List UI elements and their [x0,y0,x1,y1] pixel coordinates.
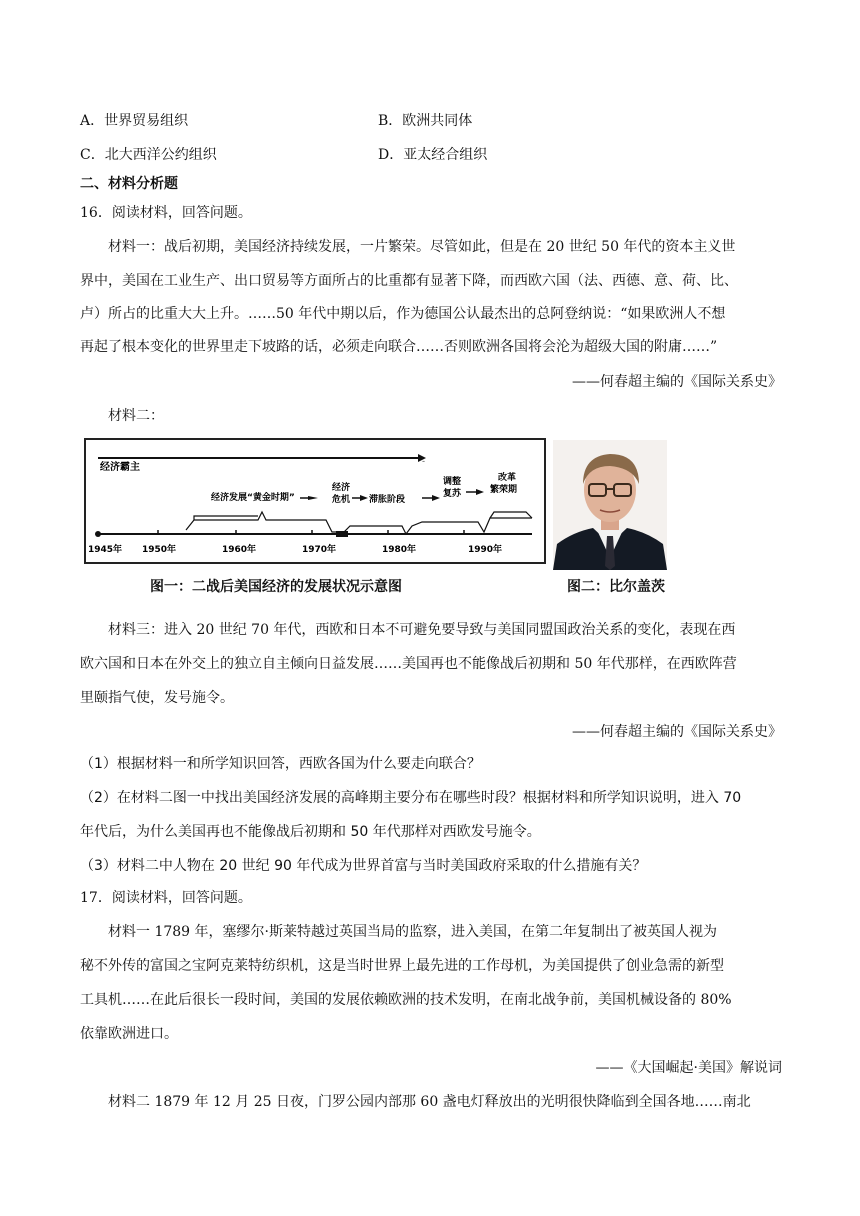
q16-m3-source: ——何春超主编的《国际关系史》 [572,724,782,740]
label-reform-2: 繁荣期 [490,485,518,495]
q16-m1-line: 界中，美国在工业生产、出口贸易等方面所占的比重都有显著下降，而西欧六国（法、西德、意、荷、比、 [80,273,738,289]
label-hegemony: 经济霸主 [100,462,140,473]
figure-economy-timeline [84,438,546,564]
figure1-caption: 图一：二战后美国经济的发展状况示意图 [150,579,402,595]
q17-m1-line: 秘不外传的富国之宝阿克莱特纺织机，这是当时世界上最先进的工作母机，为美国提供了创业急需的新型 [80,958,724,974]
q16-m3-line: 欧六国和日本在外交上的独立自主倾向日益发展……美国再也不能像战后初期和 50 年代那样，在西欧阵营 [80,656,737,672]
option-d: D．亚太经合组织 [378,147,488,163]
year-label: 1960年 [222,545,257,555]
label-adjust-2: 复苏 [443,489,462,499]
q16-m3-line: 材料三：进入 20 世纪 70 年代，西欧和日本不可避免要导致与美国同盟国政治关系的变化，表现在西 [108,622,736,638]
q17-m1-source: ——《大国崛起·美国》解说词 [595,1060,782,1076]
year-label: 1970年 [302,545,337,555]
q16-m1-line: 材料一：战后初期，美国经济持续发展，一片繁荣。尽管如此，但是在 20 世纪 50 年代的资本主义世 [108,239,736,255]
q16-m1-line: 再起了根本变化的世界里走下坡路的话，必须走向联合……否则欧洲各国将会沦为超级大国的附庸……” [80,339,718,355]
q16-m2-label: 材料二： [108,408,164,424]
timeline-svg [86,440,544,562]
label-crisis-1: 经济 [332,483,351,493]
section-title: 二、材料分析题 [80,176,178,192]
q16-sub-2: （2）在材料二图一中找出美国经济发展的高峰期主要分布在哪些时段？根据材料和所学知识说明，进入 70 [80,790,742,806]
year-label: 1980年 [382,545,417,555]
q16-sub-3: （3）材料二中人物在 20 世纪 90 年代成为世界首富与当时美国政府采取的什么措施有关？ [80,858,647,874]
q16-sub-2-cont: 年代后，为什么美国再也不能像战后初期和 50 年代那样对西欧发号施令。 [80,824,541,840]
q16-intro: 16．阅读材料，回答问题。 [80,205,252,221]
q17-m1-line: 材料一 1789 年，塞缪尔·斯莱特越过英国当局的监察，进入美国，在第二年复制出了被英国人视为 [108,924,717,940]
q17-m1-line: 依靠欧洲进口。 [80,1026,178,1042]
option-c: C．北大西洋公约组织 [80,147,217,163]
label-reform-1: 改革 [498,473,517,483]
label-stagnation: 滞胀阶段 [369,495,406,505]
year-label: 1945年 [88,545,123,555]
q16-m1-line: 卢）所占的比重大大上升。……50 年代中期以后，作为德国公认最杰出的总阿登纳说：“如果欧洲人不想 [80,306,726,322]
portrait-photo [553,440,667,570]
figure2-caption: 图二：比尔盖茨 [567,579,665,595]
year-label: 1990年 [468,545,503,555]
year-label: 1950年 [142,545,177,555]
q17-m2-line: 材料二 1879 年 12 月 25 日夜，门罗公园内部那 60 盏电灯释放出的光明很快降临到全国各地……南北 [108,1094,751,1110]
label-crisis-2: 危机 [332,495,351,505]
label-golden-age: 经济发展“黄金时期” [211,493,295,503]
svg-text:-: - [422,457,426,467]
option-b: B．欧洲共同体 [378,113,473,129]
q17-intro: 17．阅读材料，回答问题。 [80,890,252,906]
label-adjust-1: 调整 [443,477,462,487]
option-a: A．世界贸易组织 [80,113,189,129]
q16-m3-line: 里颐指气使，发号施令。 [80,690,234,706]
q16-m1-source: ——何春超主编的《国际关系史》 [572,374,782,390]
q16-sub-1: （1）根据材料一和所学知识回答，西欧各国为什么要走向联合？ [80,756,481,772]
q17-m1-line: 工具机……在此后很长一段时间，美国的发展依赖欧洲的技术发明，在南北战争前，美国机械设备的 80% [80,992,732,1008]
